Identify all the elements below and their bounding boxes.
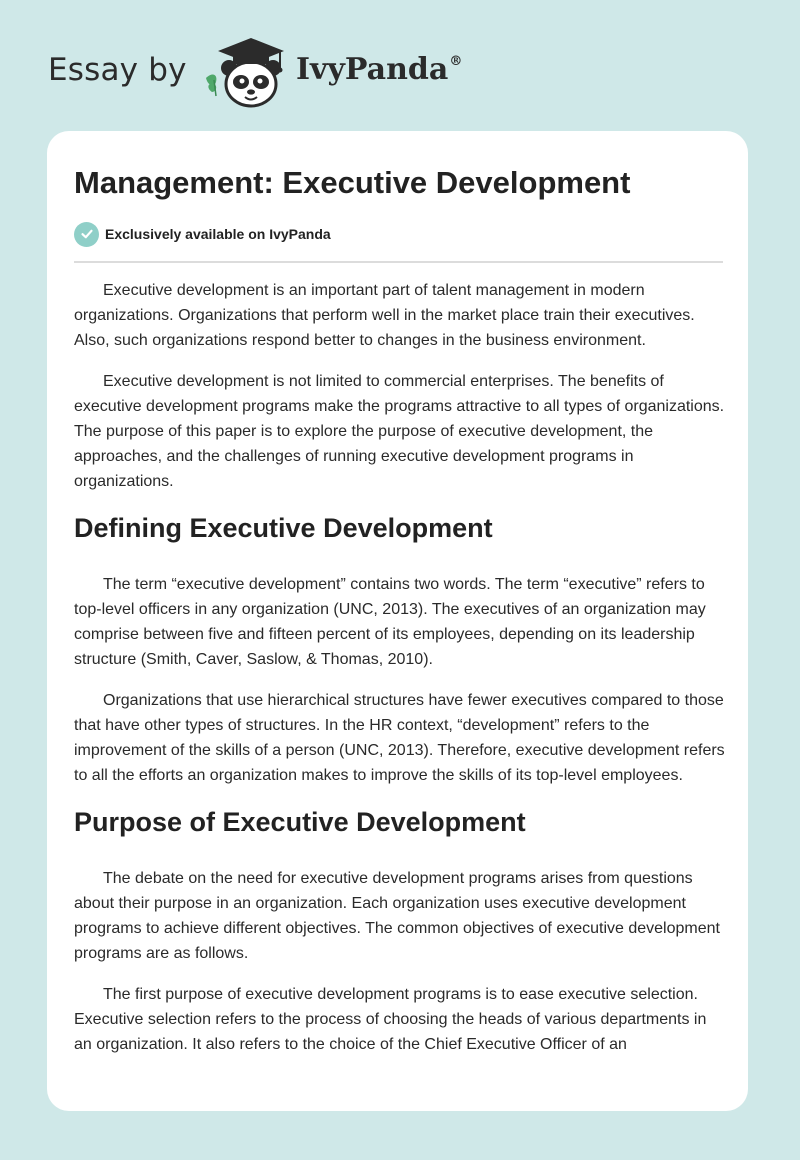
divider — [74, 261, 723, 263]
brand-name: IvyPanda® — [296, 52, 463, 87]
section-heading: Purpose of Executive Development — [74, 807, 526, 837]
site-header — [48, 34, 488, 114]
paragraph: Organizations that use hierarchical structures have fewer executives compared to those that have other types of structures. In the HR context, “development” refers to the improvement of the skills of a person (UNC, 2013). Therefore, executive development refers to all the efforts an organization makes to improve the skills of its top-level employees. — [74, 692, 725, 784]
paragraph: The term “executive development” contains two words. The term “executive” refers to top-level officers in any organization (UNC, 2013). The executives of an organization may comprise between five and fifteen percent of its employees, depending on its leadership structure (Smith, Caver, Saslow, & Thomas, 2010). — [74, 576, 706, 668]
paragraph: The first purpose of executive development programs is to ease executive selection. Executive selection refers to the process of choosing the heads of various departments in an organization. It also refers to the choice of the Chief Executive Officer of an — [74, 986, 707, 1053]
paragraph: Executive development is an important part of talent management in modern organizations. Organizations that perform well in the market place train their executives. Also, such organizations respond better to changes in the business environment. — [74, 282, 695, 349]
check-circle-icon — [74, 222, 99, 247]
paragraph: The debate on the need for executive development programs arises from questions about their purpose in an organization. Each organization uses executive development programs to achieve different objectives. The common objectives of executive development programs are as follows. — [74, 870, 720, 962]
exclusive-badge — [74, 221, 331, 247]
section-heading: Defining Executive Development — [74, 513, 493, 543]
badge-text: Exclusively available on IvyPanda — [105, 226, 331, 242]
article-card — [47, 131, 748, 1111]
article-title: Management: Executive Development — [74, 165, 631, 200]
paragraph: Executive development is not limited to commercial enterprises. The benefits of executive development programs make the programs attractive to all types of organizations. The purpose of this paper is to explore the purpose of executive development, the approaches, and the challenges of running executive development programs in organizations. — [74, 373, 725, 490]
article-body — [74, 278, 726, 1073]
panda-graduate-icon — [202, 34, 292, 110]
brand-prefix: Essay by — [48, 52, 187, 88]
